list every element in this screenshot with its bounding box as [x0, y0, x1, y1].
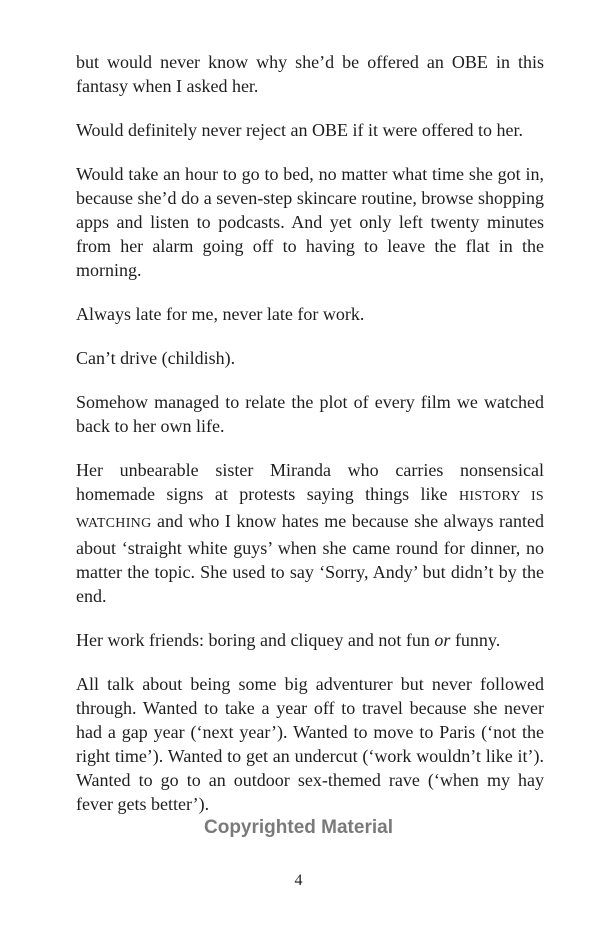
- paragraph-always-late: Always late for me, never late for work.: [76, 304, 365, 324]
- paragraph-text: and who I know hates me because she always ranted about ‘straight white guys’ when she came round for dinner, no matter the topic. She used to say ‘Sorry, Andy’ but didn’t by the end.: [76, 511, 544, 606]
- paragraph-work-friends: [76, 628, 544, 652]
- paragraph-obe-fantasy: but would never know why she’d be offered an OBE in this fantasy when I asked her.: [76, 52, 544, 96]
- copyright-watermark: Copyrighted Material: [204, 817, 393, 838]
- page-number: 4: [294, 872, 303, 889]
- paragraph-bedtime: Would take an hour to go to bed, no matter what time she got in, because she’d do a seven-step skincare routine, browse shopping apps and listen to podcasts. And yet only left twenty minutes from her alarm going off to having to leave the flat in the morning.: [76, 164, 544, 280]
- paragraph-text: funny.: [450, 630, 501, 650]
- paragraph-film-plots: Somehow managed to relate the plot of every film we watched back to her own life.: [76, 392, 544, 436]
- paragraph-text: Her unbearable sister Miranda who carries nonsensical homemade signs at protests saying things like: [76, 460, 544, 504]
- paragraph-cant-drive: Can’t drive (childish).: [76, 348, 236, 368]
- paragraph-text: Her work friends: boring and cliquey and not fun: [76, 630, 435, 650]
- paragraph-sister-miranda: [76, 458, 544, 608]
- italic-emphasis: or: [434, 630, 451, 650]
- paragraph-adventurer: All talk about being some big adventurer but never followed through. Wanted to take a year off to travel because she never had a gap year (‘next year’). Wanted to move to Paris (‘not the right time’). Wanted to get an undercut (‘work wouldn’t like it’). Wanted to go to an outdoor sex-themed rave (‘when my hay fever gets better’).: [76, 674, 544, 814]
- paragraph-obe-reject: Would definitely never reject an OBE if it were offered to her.: [76, 120, 524, 140]
- page-body: [76, 50, 544, 816]
- smallcaps-sign-text: HISTORY IS WATCHING: [76, 489, 544, 531]
